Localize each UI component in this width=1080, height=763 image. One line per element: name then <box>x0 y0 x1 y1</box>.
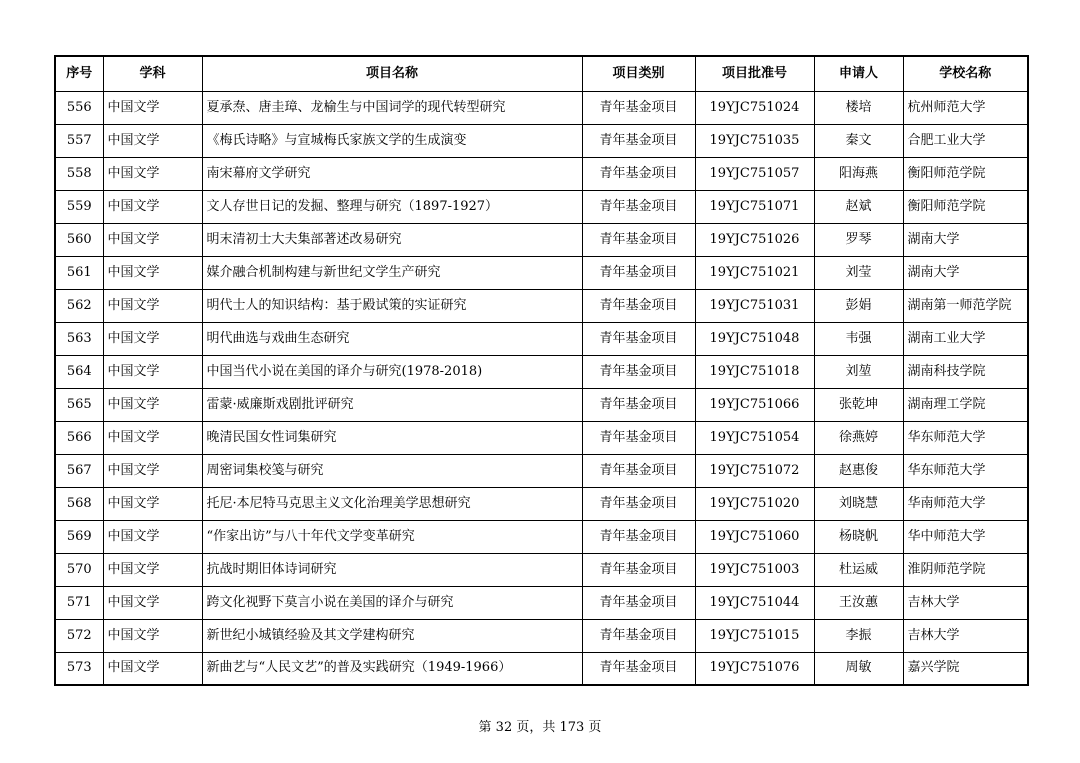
table-row <box>55 421 1028 454</box>
approval-number-cell: 19YJC751057 <box>695 157 814 190</box>
project-name-cell: 媒介融合机制构建与新世纪文学生产研究 <box>202 256 582 289</box>
applicant-cell: 楼培 <box>814 91 903 124</box>
header-school: 学校名称 <box>903 56 1028 91</box>
approval-number-cell: 19YJC751015 <box>695 619 814 652</box>
table-row <box>55 256 1028 289</box>
index-cell: 568 <box>55 487 103 520</box>
school-cell: 华中师范大学 <box>903 520 1028 553</box>
applicant-cell: 韦强 <box>814 322 903 355</box>
table-row <box>55 487 1028 520</box>
school-cell: 衡阳师范学院 <box>903 157 1028 190</box>
header-approval-number: 项目批准号 <box>695 56 814 91</box>
project-name-cell: “作家出访”与八十年代文学变革研究 <box>202 520 582 553</box>
index-cell: 557 <box>55 124 103 157</box>
subject-cell: 中国文学 <box>103 652 202 685</box>
header-applicant: 申请人 <box>814 56 903 91</box>
table-row <box>55 355 1028 388</box>
index-cell: 560 <box>55 223 103 256</box>
approval-number-cell: 19YJC751021 <box>695 256 814 289</box>
approval-number-cell: 19YJC751048 <box>695 322 814 355</box>
subject-cell: 中国文学 <box>103 454 202 487</box>
table-row <box>55 520 1028 553</box>
table-row <box>55 454 1028 487</box>
applicant-cell: 杨晓帆 <box>814 520 903 553</box>
subject-cell: 中国文学 <box>103 355 202 388</box>
applicant-cell: 李振 <box>814 619 903 652</box>
school-cell: 嘉兴学院 <box>903 652 1028 685</box>
school-cell: 湖南大学 <box>903 223 1028 256</box>
project-name-cell: 中国当代小说在美国的译介与研究(1978-2018) <box>202 355 582 388</box>
school-cell: 吉林大学 <box>903 619 1028 652</box>
table-header-row <box>55 56 1028 91</box>
index-cell: 556 <box>55 91 103 124</box>
project-type-cell: 青年基金项目 <box>582 190 695 223</box>
header-index: 序号 <box>55 56 103 91</box>
subject-cell: 中国文学 <box>103 388 202 421</box>
subject-cell: 中国文学 <box>103 124 202 157</box>
school-cell: 湖南科技学院 <box>903 355 1028 388</box>
subject-cell: 中国文学 <box>103 322 202 355</box>
project-type-cell: 青年基金项目 <box>582 652 695 685</box>
header-subject: 学科 <box>103 56 202 91</box>
school-cell: 衡阳师范学院 <box>903 190 1028 223</box>
project-name-cell: 夏承焘、唐圭璋、龙榆生与中国词学的现代转型研究 <box>202 91 582 124</box>
school-cell: 湖南工业大学 <box>903 322 1028 355</box>
table-row <box>55 652 1028 685</box>
project-name-cell: 新曲艺与“人民文艺”的普及实践研究（1949-1966） <box>202 652 582 685</box>
school-cell: 华东师范大学 <box>903 421 1028 454</box>
approval-number-cell: 19YJC751044 <box>695 586 814 619</box>
applicant-cell: 赵斌 <box>814 190 903 223</box>
project-type-cell: 青年基金项目 <box>582 586 695 619</box>
index-cell: 569 <box>55 520 103 553</box>
subject-cell: 中国文学 <box>103 256 202 289</box>
approval-number-cell: 19YJC751071 <box>695 190 814 223</box>
index-cell: 566 <box>55 421 103 454</box>
applicant-cell: 彭娟 <box>814 289 903 322</box>
project-name-cell: 晚清民国女性词集研究 <box>202 421 582 454</box>
project-name-cell: 新世纪小城镇经验及其文学建构研究 <box>202 619 582 652</box>
project-name-cell: 周密词集校笺与研究 <box>202 454 582 487</box>
project-name-cell: 跨文化视野下莫言小说在美国的译介与研究 <box>202 586 582 619</box>
school-cell: 合肥工业大学 <box>903 124 1028 157</box>
project-type-cell: 青年基金项目 <box>582 619 695 652</box>
table-row <box>55 553 1028 586</box>
index-cell: 559 <box>55 190 103 223</box>
index-cell: 561 <box>55 256 103 289</box>
applicant-cell: 张乾坤 <box>814 388 903 421</box>
header-project-type: 项目类别 <box>582 56 695 91</box>
subject-cell: 中国文学 <box>103 91 202 124</box>
index-cell: 562 <box>55 289 103 322</box>
table-body <box>55 91 1028 685</box>
project-type-cell: 青年基金项目 <box>582 520 695 553</box>
project-type-cell: 青年基金项目 <box>582 91 695 124</box>
project-type-cell: 青年基金项目 <box>582 157 695 190</box>
header-project-name: 项目名称 <box>202 56 582 91</box>
index-cell: 571 <box>55 586 103 619</box>
project-type-cell: 青年基金项目 <box>582 553 695 586</box>
approval-number-cell: 19YJC751031 <box>695 289 814 322</box>
applicant-cell: 徐燕婷 <box>814 421 903 454</box>
table-row <box>55 91 1028 124</box>
index-cell: 567 <box>55 454 103 487</box>
index-cell: 563 <box>55 322 103 355</box>
approval-number-cell: 19YJC751035 <box>695 124 814 157</box>
page-footer: 第 32 页，共 173 页 <box>478 720 602 735</box>
project-type-cell: 青年基金项目 <box>582 322 695 355</box>
table-row <box>55 322 1028 355</box>
project-type-cell: 青年基金项目 <box>582 289 695 322</box>
table-row <box>55 388 1028 421</box>
approval-number-cell: 19YJC751054 <box>695 421 814 454</box>
approval-number-cell: 19YJC751066 <box>695 388 814 421</box>
subject-cell: 中国文学 <box>103 421 202 454</box>
index-cell: 565 <box>55 388 103 421</box>
index-cell: 572 <box>55 619 103 652</box>
approval-number-cell: 19YJC751003 <box>695 553 814 586</box>
project-type-cell: 青年基金项目 <box>582 454 695 487</box>
project-name-cell: 文人存世日记的发掘、整理与研究（1897-1927） <box>202 190 582 223</box>
index-cell: 558 <box>55 157 103 190</box>
approval-number-cell: 19YJC751076 <box>695 652 814 685</box>
subject-cell: 中国文学 <box>103 619 202 652</box>
table-row <box>55 124 1028 157</box>
project-name-cell: 《梅氏诗略》与宣城梅氏家族文学的生成演变 <box>202 124 582 157</box>
school-cell: 淮阴师范学院 <box>903 553 1028 586</box>
subject-cell: 中国文学 <box>103 487 202 520</box>
subject-cell: 中国文学 <box>103 586 202 619</box>
table-row <box>55 190 1028 223</box>
project-type-cell: 青年基金项目 <box>582 355 695 388</box>
project-name-cell: 托尼·本尼特马克思主义文化治理美学思想研究 <box>202 487 582 520</box>
project-type-cell: 青年基金项目 <box>582 388 695 421</box>
project-name-cell: 抗战时期旧体诗词研究 <box>202 553 582 586</box>
table-row <box>55 223 1028 256</box>
school-cell: 华东师范大学 <box>903 454 1028 487</box>
project-type-cell: 青年基金项目 <box>582 223 695 256</box>
applicant-cell: 罗琴 <box>814 223 903 256</box>
applicant-cell: 刘晓慧 <box>814 487 903 520</box>
applicant-cell: 赵惠俊 <box>814 454 903 487</box>
project-name-cell: 明代曲选与戏曲生态研究 <box>202 322 582 355</box>
project-table <box>54 55 1029 686</box>
school-cell: 华南师范大学 <box>903 487 1028 520</box>
approval-number-cell: 19YJC751060 <box>695 520 814 553</box>
project-type-cell: 青年基金项目 <box>582 256 695 289</box>
school-cell: 杭州师范大学 <box>903 91 1028 124</box>
approval-number-cell: 19YJC751020 <box>695 487 814 520</box>
applicant-cell: 刘莹 <box>814 256 903 289</box>
table-row <box>55 586 1028 619</box>
applicant-cell: 阳海燕 <box>814 157 903 190</box>
subject-cell: 中国文学 <box>103 289 202 322</box>
index-cell: 570 <box>55 553 103 586</box>
applicant-cell: 王汝蕙 <box>814 586 903 619</box>
index-cell: 573 <box>55 652 103 685</box>
table-row <box>55 619 1028 652</box>
school-cell: 湖南理工学院 <box>903 388 1028 421</box>
subject-cell: 中国文学 <box>103 520 202 553</box>
table-row <box>55 157 1028 190</box>
table-row <box>55 289 1028 322</box>
approval-number-cell: 19YJC751026 <box>695 223 814 256</box>
project-name-cell: 明代士人的知识结构：基于殿试策的实证研究 <box>202 289 582 322</box>
applicant-cell: 周敏 <box>814 652 903 685</box>
project-type-cell: 青年基金项目 <box>582 124 695 157</box>
project-name-cell: 雷蒙·威廉斯戏剧批评研究 <box>202 388 582 421</box>
project-name-cell: 明末清初士大夫集部著述改易研究 <box>202 223 582 256</box>
index-cell: 564 <box>55 355 103 388</box>
approval-number-cell: 19YJC751024 <box>695 91 814 124</box>
school-cell: 吉林大学 <box>903 586 1028 619</box>
school-cell: 湖南大学 <box>903 256 1028 289</box>
subject-cell: 中国文学 <box>103 190 202 223</box>
approval-number-cell: 19YJC751072 <box>695 454 814 487</box>
project-type-cell: 青年基金项目 <box>582 421 695 454</box>
project-name-cell: 南宋幕府文学研究 <box>202 157 582 190</box>
subject-cell: 中国文学 <box>103 157 202 190</box>
school-cell: 湖南第一师范学院 <box>903 289 1028 322</box>
applicant-cell: 刘堃 <box>814 355 903 388</box>
applicant-cell: 杜运威 <box>814 553 903 586</box>
project-type-cell: 青年基金项目 <box>582 487 695 520</box>
subject-cell: 中国文学 <box>103 223 202 256</box>
subject-cell: 中国文学 <box>103 553 202 586</box>
approval-number-cell: 19YJC751018 <box>695 355 814 388</box>
applicant-cell: 秦文 <box>814 124 903 157</box>
